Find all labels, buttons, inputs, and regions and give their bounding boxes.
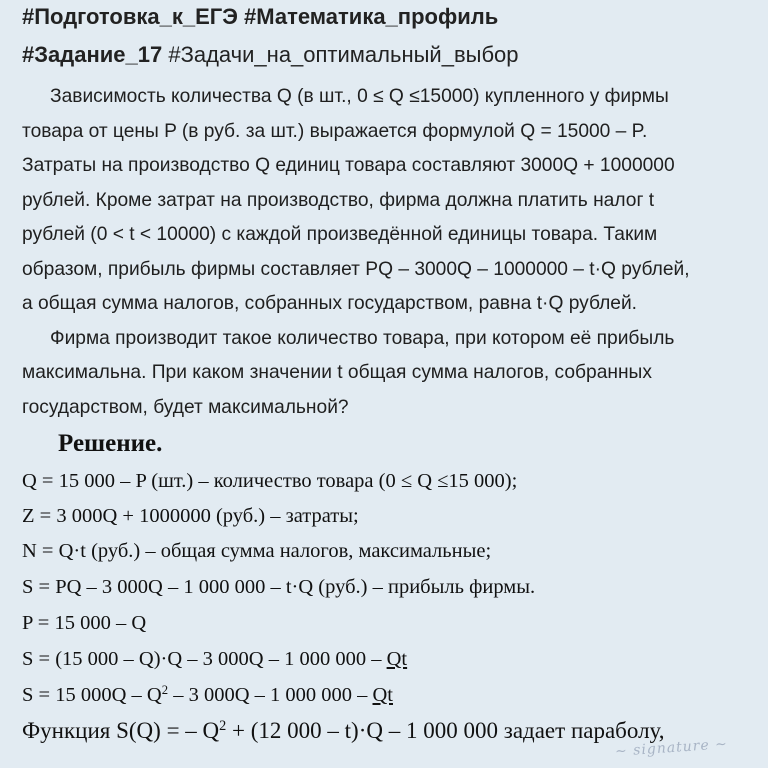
solution-line-profit: S = PQ – 3 000Q – 1 000 000 – t·Q (руб.) – прибыль фирмы. <box>22 576 536 598</box>
task-line: а общая сумма налогов, собранных государством, равна t·Q рублей. <box>22 293 638 314</box>
function-text-b: + (12 000 – t)·Q – 1 000 000 задает параболу, <box>226 718 665 743</box>
expanded-underlined: Qt <box>372 684 393 706</box>
task-line: максимальна. При каком значении t общая сумма налогов, собранных <box>22 362 652 383</box>
task-statement <box>22 80 752 425</box>
substitution-text: S = (15 000 – Q)·Q – 3 000Q – 1 000 000 – <box>22 648 387 670</box>
task-line: товара от цены P (в руб. за шт.) выражается формулой Q = 15000 – P. <box>22 120 648 142</box>
function-exponent: 2 <box>219 718 227 735</box>
function-text-a: Функция S(Q) = – Q <box>22 718 220 743</box>
task-line: государством, будет максимальной? <box>22 396 349 418</box>
hashtags-line-1 <box>22 4 498 30</box>
task-line: Затраты на производство Q единиц товара составляют 3000Q + 1000000 <box>22 155 675 176</box>
author-signature-watermark: ~ signature ~ <box>614 736 729 760</box>
task-line: Фирма производит такое количество товара, при котором её прибыль <box>50 327 675 349</box>
solution-line-taxes: N = Q·t (руб.) – общая сумма налогов, максимальные; <box>22 540 492 562</box>
hashtags-line-2 <box>22 42 519 68</box>
solution-line-price: P = 15 000 – Q <box>22 612 147 634</box>
topic-tag: #Задачи_на_оптимальный_выбор <box>162 42 519 67</box>
task-line: образом, прибыль фирмы составляет PQ – 3000Q – 1000000 – t·Q рублей, <box>22 258 690 280</box>
solution-line-expanded <box>22 684 393 707</box>
task-line: Зависимость количества Q (в шт., 0 ≤ Q ≤15000) купленного у фирмы <box>50 86 669 107</box>
solution-line-function <box>22 718 665 744</box>
task-line: рублей (0 < t < 10000) с каждой произведённой единицы товара. Таким <box>22 224 658 245</box>
solution-line-substitution <box>22 648 407 671</box>
expanded-text-a: S = 15 000Q – Q <box>22 684 162 706</box>
expanded-text-b: – 3 000Q – 1 000 000 – <box>168 684 373 706</box>
expanded-exponent: 2 <box>161 683 169 698</box>
task-number-tag: #Задание_17 <box>22 42 163 67</box>
substitution-underlined: Qt <box>386 648 408 670</box>
task-line: рублей. Кроме затрат на производство, фирма должна платить налог t <box>22 189 655 211</box>
hashtags-text-1: #Подготовка_к_ЕГЭ #Математика_профиль <box>22 4 499 29</box>
solution-line-costs: Z = 3 000Q + 1000000 (руб.) – затраты; <box>22 505 359 527</box>
solution-title: Решение. <box>58 430 163 457</box>
solution-line-quantity: Q = 15 000 – P (шт.) – количество товара (0 ≤ Q ≤15 000); <box>22 470 518 492</box>
